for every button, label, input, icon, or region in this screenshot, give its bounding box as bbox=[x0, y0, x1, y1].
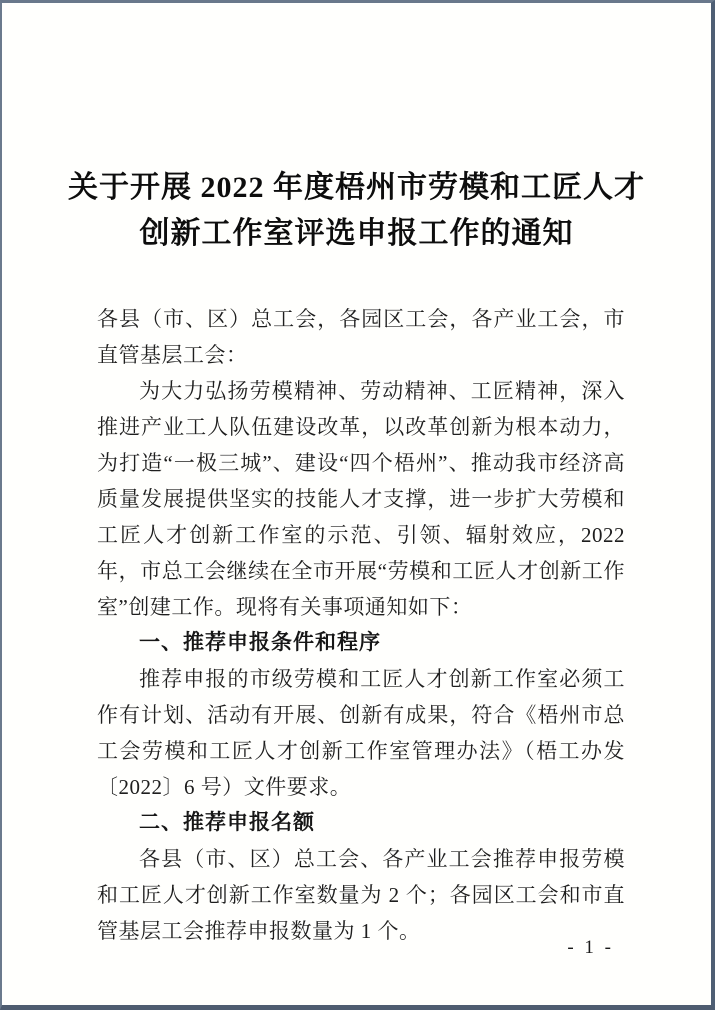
section-1-heading: 一、推荐申报条件和程序 bbox=[139, 631, 381, 654]
intro-paragraph: 为大力弘扬劳模精神、劳动精神、工匠精神，深入推进产业工人队伍建设改革，以改革创新为根本动力，为打造“一极三城”、建设“四个梧州”、推动我市经济高质量发展提供坚实的技能人才支撑，进一步扩大劳模和工匠人才创新工作室的示范、引领、辐射效应，2022 年，市总工会继续在全市开展“劳模和工匠人才创新工作室”创建工作。现将有关事项通知如下： bbox=[97, 379, 625, 619]
document-title-line-1: 关于开展 2022 年度梧州市劳模和工匠人才 bbox=[68, 171, 645, 204]
section-2-body: 各县（市、区）总工会、各产业工会推荐申报劳模和工匠人才创新工作室数量为 2 个；各园区工会和市直管基层工会推荐申报数量为 1 个。 bbox=[97, 847, 625, 943]
page-number: - 1 - bbox=[567, 937, 614, 958]
document-title-line-2: 创新工作室评选申报工作的通知 bbox=[139, 217, 574, 250]
document-body bbox=[97, 301, 625, 949]
document-title bbox=[2, 165, 711, 257]
salutation: 各县（市、区）总工会，各园区工会，各产业工会，市直管基层工会： bbox=[97, 307, 625, 367]
section-1-body: 推荐申报的市级劳模和工匠人才创新工作室必须工作有计划、活动有开展、创新有成果，符合《梧州市总工会劳模和工匠人才创新工作室管理办法》（梧工办发〔2022〕6 号）文件要求。 bbox=[97, 667, 625, 799]
section-2-heading: 二、推荐申报名额 bbox=[139, 811, 315, 834]
